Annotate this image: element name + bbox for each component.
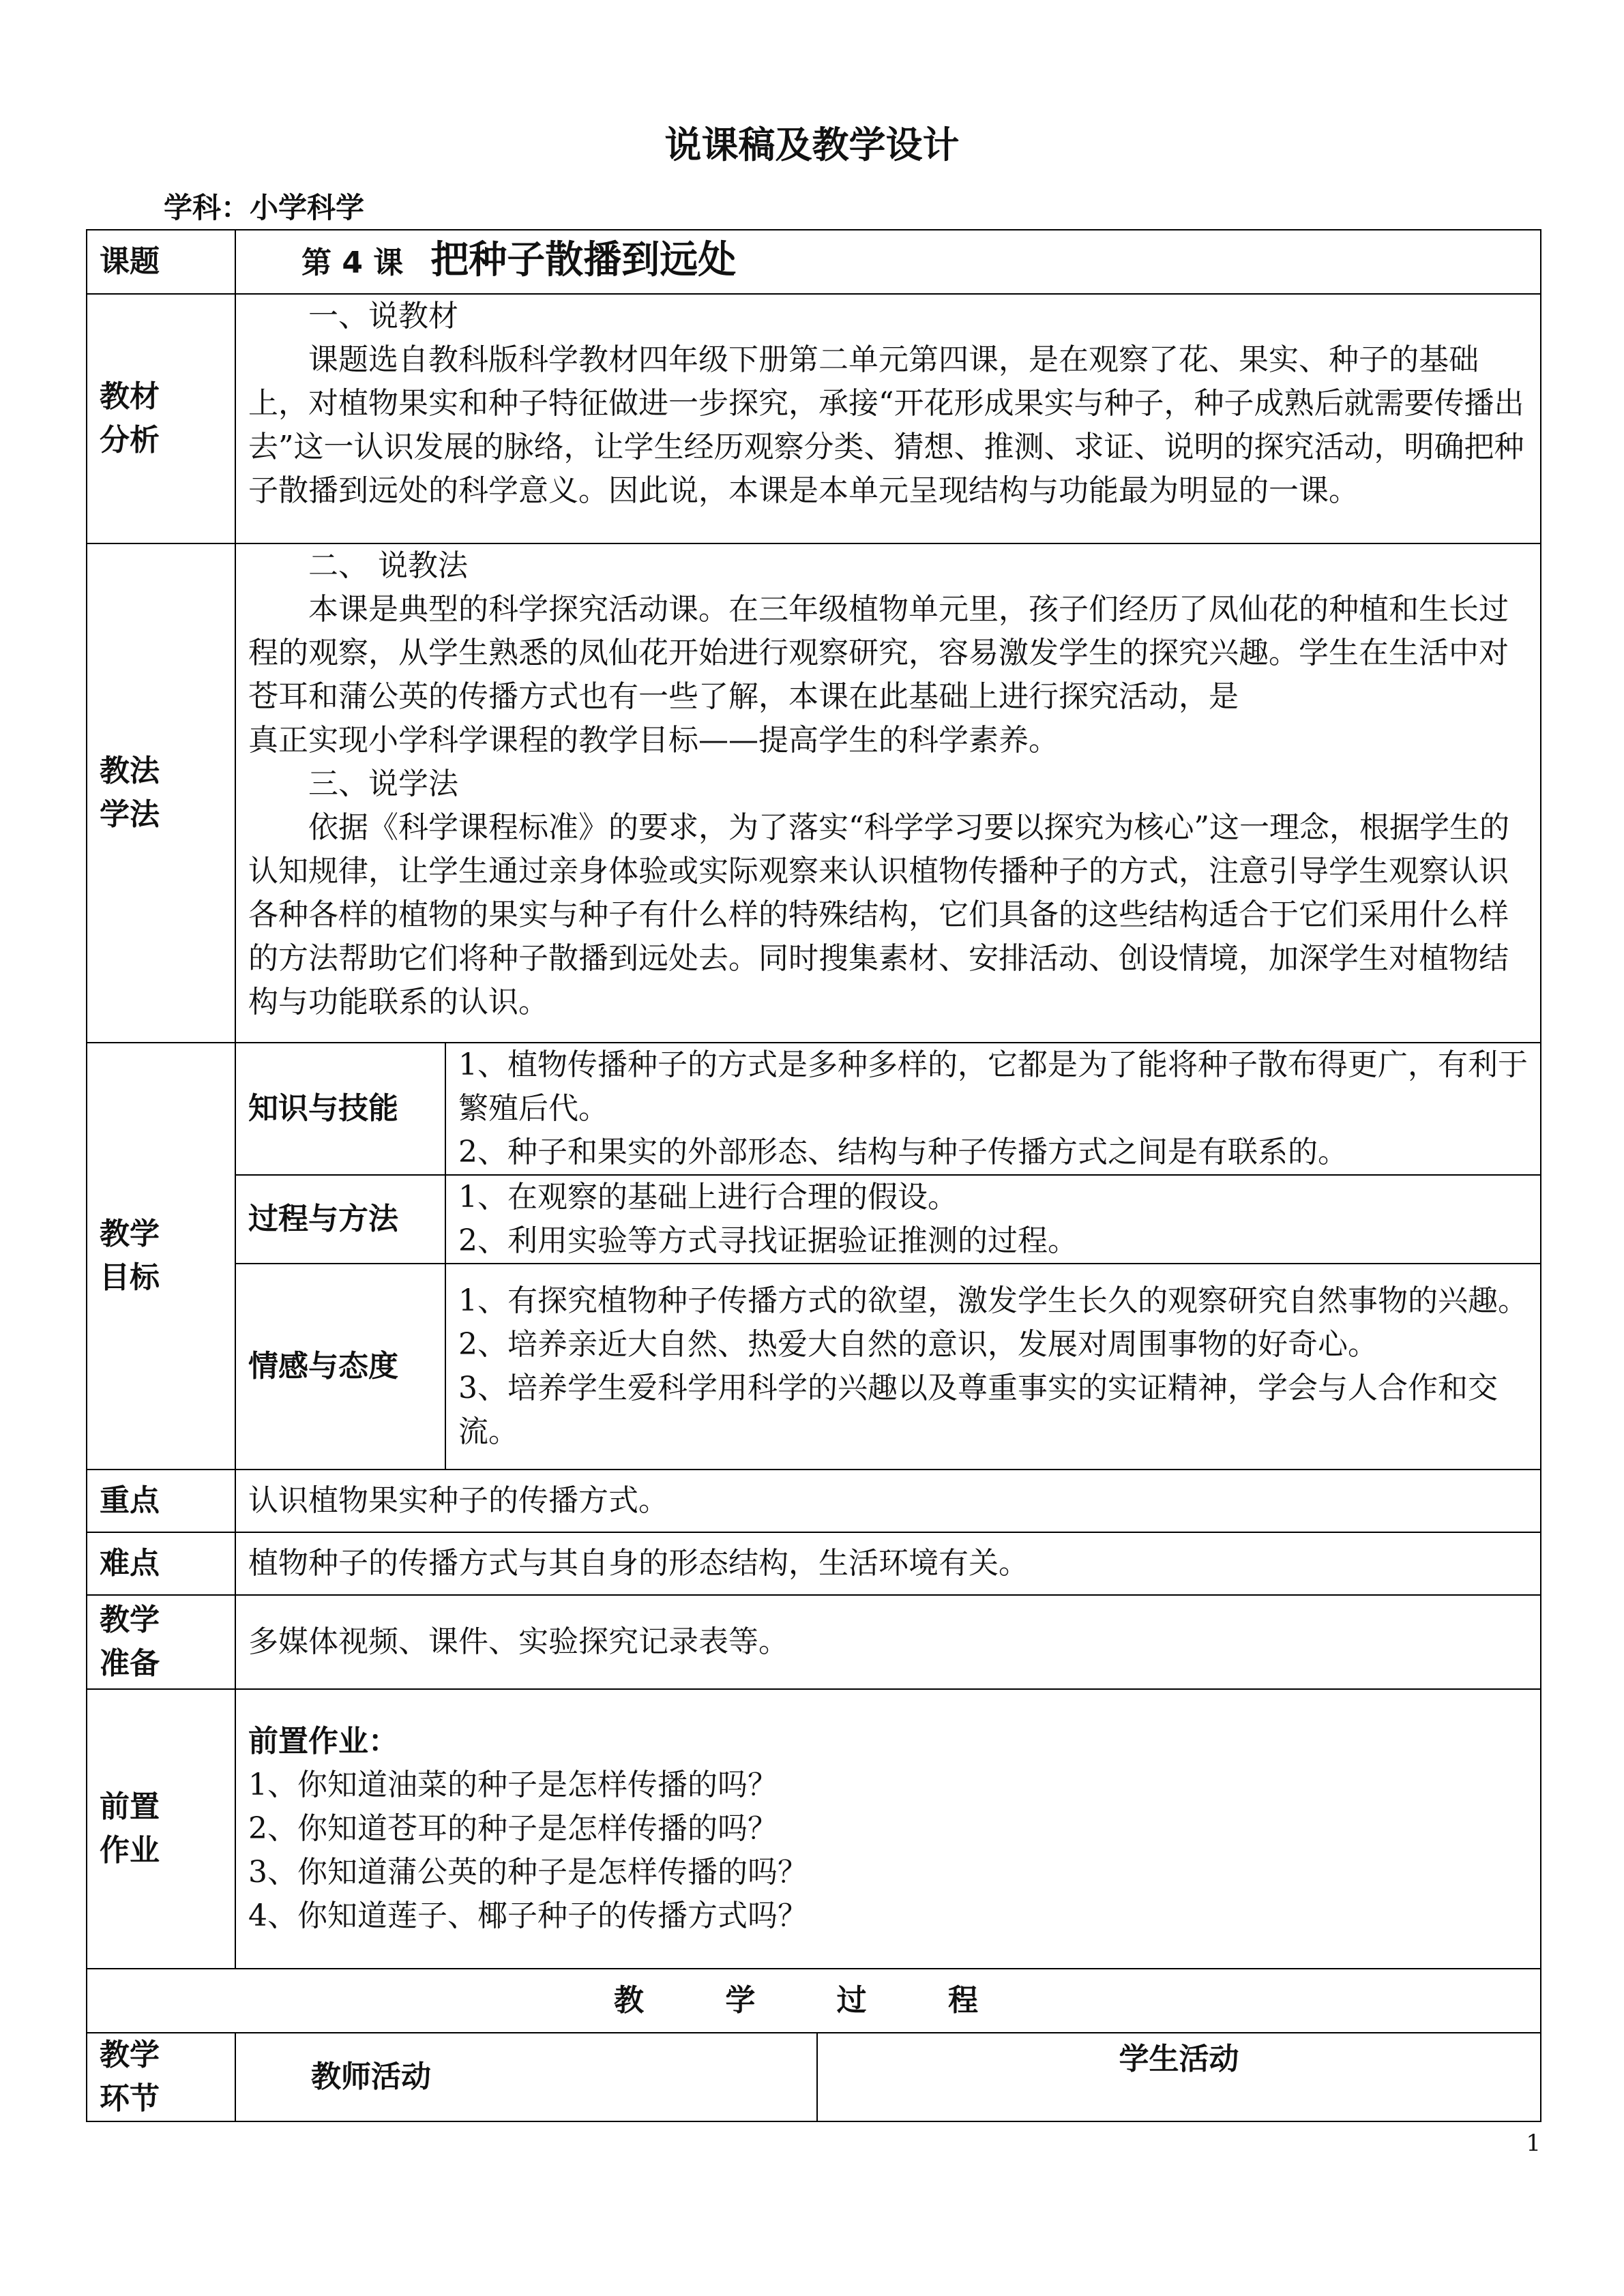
preparation-label-line1: 教学 [100, 1602, 160, 1637]
textbook-analysis-row [87, 294, 1541, 543]
key-point-text: 认识植物果实种子的传播方式。 [235, 1470, 1541, 1532]
lesson-number: 第 4 课 [301, 245, 404, 280]
objective-knowledge-row [87, 1043, 1541, 1175]
emotion-attitude-label: 情感与态度 [235, 1264, 445, 1470]
objective-process-row [87, 1175, 1541, 1264]
difficulty-row [87, 1532, 1541, 1595]
methods-label-line2: 学法 [100, 797, 160, 832]
homework-item: 3、你知道蒲公英的种子是怎样传播的吗？ [248, 1855, 808, 1890]
emotion-attitude-content [445, 1264, 1541, 1470]
student-activity-header [817, 2033, 1541, 2121]
student-activity-label: 学生活动 [1119, 2042, 1239, 2076]
stage-label-line2: 环节 [100, 2081, 160, 2116]
lesson-name: 把种子散播到远处 [430, 238, 737, 282]
teacher-activity-label: 教师活动 [311, 2059, 431, 2094]
knowledge-item: 2、种子和果实的外部形态、结构与种子传播方式之间是有联系的。 [458, 1135, 1348, 1169]
process-methods-label: 过程与方法 [235, 1175, 445, 1264]
attitude-item: 1、有探究植物种子传播方式的欲望，激发学生长久的观察研究自然事物的兴趣。 [458, 1283, 1528, 1318]
preparation-text: 多媒体视频、课件、实验探究记录表等。 [235, 1595, 1541, 1689]
page-number: 1 [1526, 2130, 1541, 2157]
process-item: 2、利用实验等方式寻找证据验证推测的过程。 [458, 1223, 1078, 1258]
knowledge-skills-label: 知识与技能 [235, 1043, 445, 1175]
lesson-title-cell [235, 230, 1541, 294]
homework-label-line2: 作业 [100, 1833, 160, 1868]
teaching-method-heading: 二、 说教法 [308, 548, 468, 583]
textbook-analysis-label-line2: 分析 [100, 423, 160, 458]
stage-label-line1: 教学 [100, 2038, 160, 2072]
page-title: 说课稿及教学设计 [664, 123, 960, 166]
attitude-item: 2、培养亲近大自然、热爱大自然的意识，发展对周围事物的好奇心。 [458, 1327, 1378, 1362]
methods-row [87, 543, 1541, 1043]
preparation-row [87, 1595, 1541, 1689]
subject-line: 学科：小学科学 [164, 191, 365, 224]
difficulty-text: 植物种子的传播方式与其自身的形态结构，生活环境有关。 [235, 1532, 1541, 1595]
teacher-activity-header [235, 2033, 817, 2121]
homework-heading: 前置作业： [248, 1724, 398, 1759]
objectives-label [87, 1043, 235, 1470]
homework-row [87, 1689, 1541, 1969]
preparation-label [87, 1595, 235, 1689]
homework-item: 1、你知道油菜的种子是怎样传播的吗？ [248, 1768, 778, 1802]
process-item: 1、在观察的基础上进行合理的假设。 [458, 1180, 958, 1214]
key-point-row [87, 1470, 1541, 1532]
textbook-analysis-label [87, 294, 235, 543]
lesson-plan-table [86, 229, 1541, 2122]
methods-content [235, 543, 1541, 1043]
homework-label-line1: 前置 [100, 1789, 160, 1824]
objectives-label-line2: 目标 [100, 1260, 160, 1295]
knowledge-item: 1、植物传播种子的方式是多种多样的，它都是为了能将种子散布得更广，有利于繁殖后代。 [458, 1047, 1528, 1126]
textbook-analysis-heading: 一、说教材 [308, 299, 458, 333]
homework-item: 2、你知道苍耳的种子是怎样传播的吗？ [248, 1811, 778, 1846]
stage-label [87, 2033, 235, 2121]
attitude-item: 3、培养学生爱科学用科学的兴趣以及尊重事实的实证精神，学会与人合作和交流。 [458, 1371, 1498, 1449]
knowledge-skills-content [445, 1043, 1541, 1175]
objective-attitude-row [87, 1264, 1541, 1470]
teaching-method-body-cont: 真正实现小学科学课程的教学目标——提高学生的科学素养。 [248, 723, 1059, 758]
homework-content [235, 1689, 1541, 1969]
methods-label-line1: 教法 [100, 754, 160, 788]
teaching-process-header: 教 学 过 程 [87, 1969, 1541, 2033]
textbook-analysis-label-line1: 教材 [100, 379, 160, 414]
homework-label [87, 1689, 235, 1969]
methods-label [87, 543, 235, 1043]
process-columns-row [87, 2033, 1541, 2121]
homework-item: 4、你知道莲子、椰子种子的传播方式吗？ [248, 1898, 808, 1933]
teaching-method-body: 本课是典型的科学探究活动课。在三年级植物单元里，孩子们经历了凤仙花的种植和生长过程的观察，从学生熟悉的凤仙花开始进行观察研究，容易激发学生的探究兴趣。学生在生活中对苍耳和蒲公英的传播方式也有一些了解，本课在此基础上进行探究活动，是 [248, 592, 1509, 714]
difficulty-label: 难点 [87, 1532, 235, 1595]
textbook-analysis-body: 课题选自教科版科学教材四年级下册第二单元第四课，是在观察了花、果实、种子的基础上，对植物果实和种子特征做进一步探究，承接“开花形成果实与种子，种子成熟后就需要传播出去”这一认识发展的脉络，让学生经历观察分类、猜想、推测、求证、说明的探究活动，明确把种子散播到远处的科学意义。因此说，本课是本单元呈现结构与功能最为明显的一课。 [248, 342, 1524, 508]
process-header-row [87, 1969, 1541, 2033]
learning-method-body: 依据《科学课程标准》的要求，为了落实“科学学习要以探究为核心”这一理念，根据学生的认知规律，让学生通过亲身体验或实际观察来认识植物传播种子的方式，注意引导学生观察认识各种各样的植物的果实与种子有什么样的特殊结构，它们具备的这些结构适合于它们采用什么样的方法帮助它们将种子散播到远处去。同时搜集素材、安排活动、创设情境，加深学生对植物结构与功能联系的认识。 [248, 810, 1509, 1019]
process-methods-content [445, 1175, 1541, 1264]
key-point-label: 重点 [87, 1470, 235, 1532]
textbook-analysis-content [235, 294, 1541, 543]
lesson-title-row [87, 230, 1541, 294]
preparation-label-line2: 准备 [100, 1646, 160, 1681]
lesson-label: 课题 [87, 230, 235, 294]
learning-method-heading: 三、说学法 [308, 766, 458, 801]
objectives-label-line1: 教学 [100, 1217, 160, 1251]
